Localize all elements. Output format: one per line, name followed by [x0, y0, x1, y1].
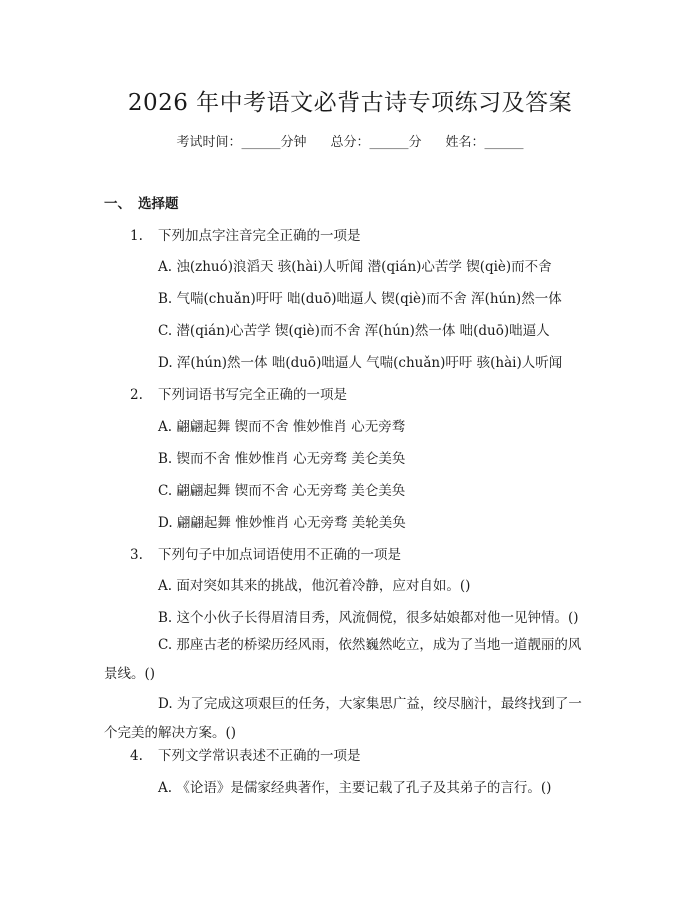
option-item: A. 翩翩起舞 锲而不舍 惟妙惟肖 心无旁骛	[158, 419, 406, 435]
exam-time-field: 考试时间：______分钟	[176, 135, 307, 150]
option-item: C. 翩翩起舞 锲而不舍 心无旁骛 美仑美奂	[158, 483, 406, 499]
option-item: D. 浑(hún)然一体 咄(duō)咄逼人 气喘(chuǎn)吁吁 骇(hài)人听闻	[158, 355, 563, 371]
option-item: C. 潜(qián)心苦学 锲(qiè)而不舍 浑(hún)然一体 咄(duō)咄逼人	[158, 323, 550, 339]
option-item: B. 这个小伙子长得眉清目秀，风流倜傥，很多姑娘都对他一见钟情。()	[158, 610, 579, 626]
option-item: A. 面对突如其来的挑战，他沉着冷静，应对自如。()	[158, 578, 471, 594]
exam-meta	[0, 131, 700, 150]
question-text: 下列句子中加点词语使用不正确的一项是	[158, 547, 401, 563]
question-stem	[130, 744, 361, 764]
section-number: 一、	[104, 196, 131, 212]
question-stem	[130, 224, 361, 244]
question-number: 2.	[130, 387, 143, 403]
section-heading	[104, 192, 179, 212]
question-text: 下列加点字注音完全正确的一项是	[158, 228, 361, 244]
option-item: B. 气喘(chuǎn)吁吁 咄(duō)咄逼人 锲(qiè)而不舍 浑(hún)然一体	[158, 291, 562, 307]
section-label: 选择题	[138, 196, 179, 212]
option-item: D. 为了完成这项艰巨的任务，大家集思广益，绞尽脑汁，最终找到了一个完美的解决方案。()	[104, 696, 582, 741]
option-item: B. 锲而不舍 惟妙惟肖 心无旁骛 美仑美奂	[158, 451, 406, 467]
question-text: 下列词语书写完全正确的一项是	[158, 387, 347, 403]
question-number: 1.	[130, 228, 143, 244]
page-title: 2026 年中考语文必背古诗专项练习及答案	[127, 90, 573, 116]
total-score-field: 总分：______分	[330, 135, 422, 150]
question-text: 下列文学常识表述不正确的一项是	[158, 748, 361, 764]
option-item: A. 浊(zhuó)浪滔天 骇(hài)人听闻 潜(qián)心苦学 锲(qiè)而不舍	[158, 259, 552, 275]
name-field: 姓名：______	[445, 135, 524, 150]
question-stem	[130, 383, 347, 403]
question-number: 4.	[130, 748, 143, 764]
option-item: A. 《论语》是儒家经典著作，主要记载了孔子及其弟子的言行。()	[158, 780, 552, 796]
question-stem	[130, 543, 401, 563]
question-number: 3.	[130, 547, 143, 563]
option-item: C. 那座古老的桥梁历经风雨，依然巍然屹立，成为了当地一道靓丽的风景线。()	[104, 637, 582, 682]
option-item: D. 翩翩起舞 惟妙惟肖 心无旁骛 美轮美奂	[158, 515, 406, 531]
